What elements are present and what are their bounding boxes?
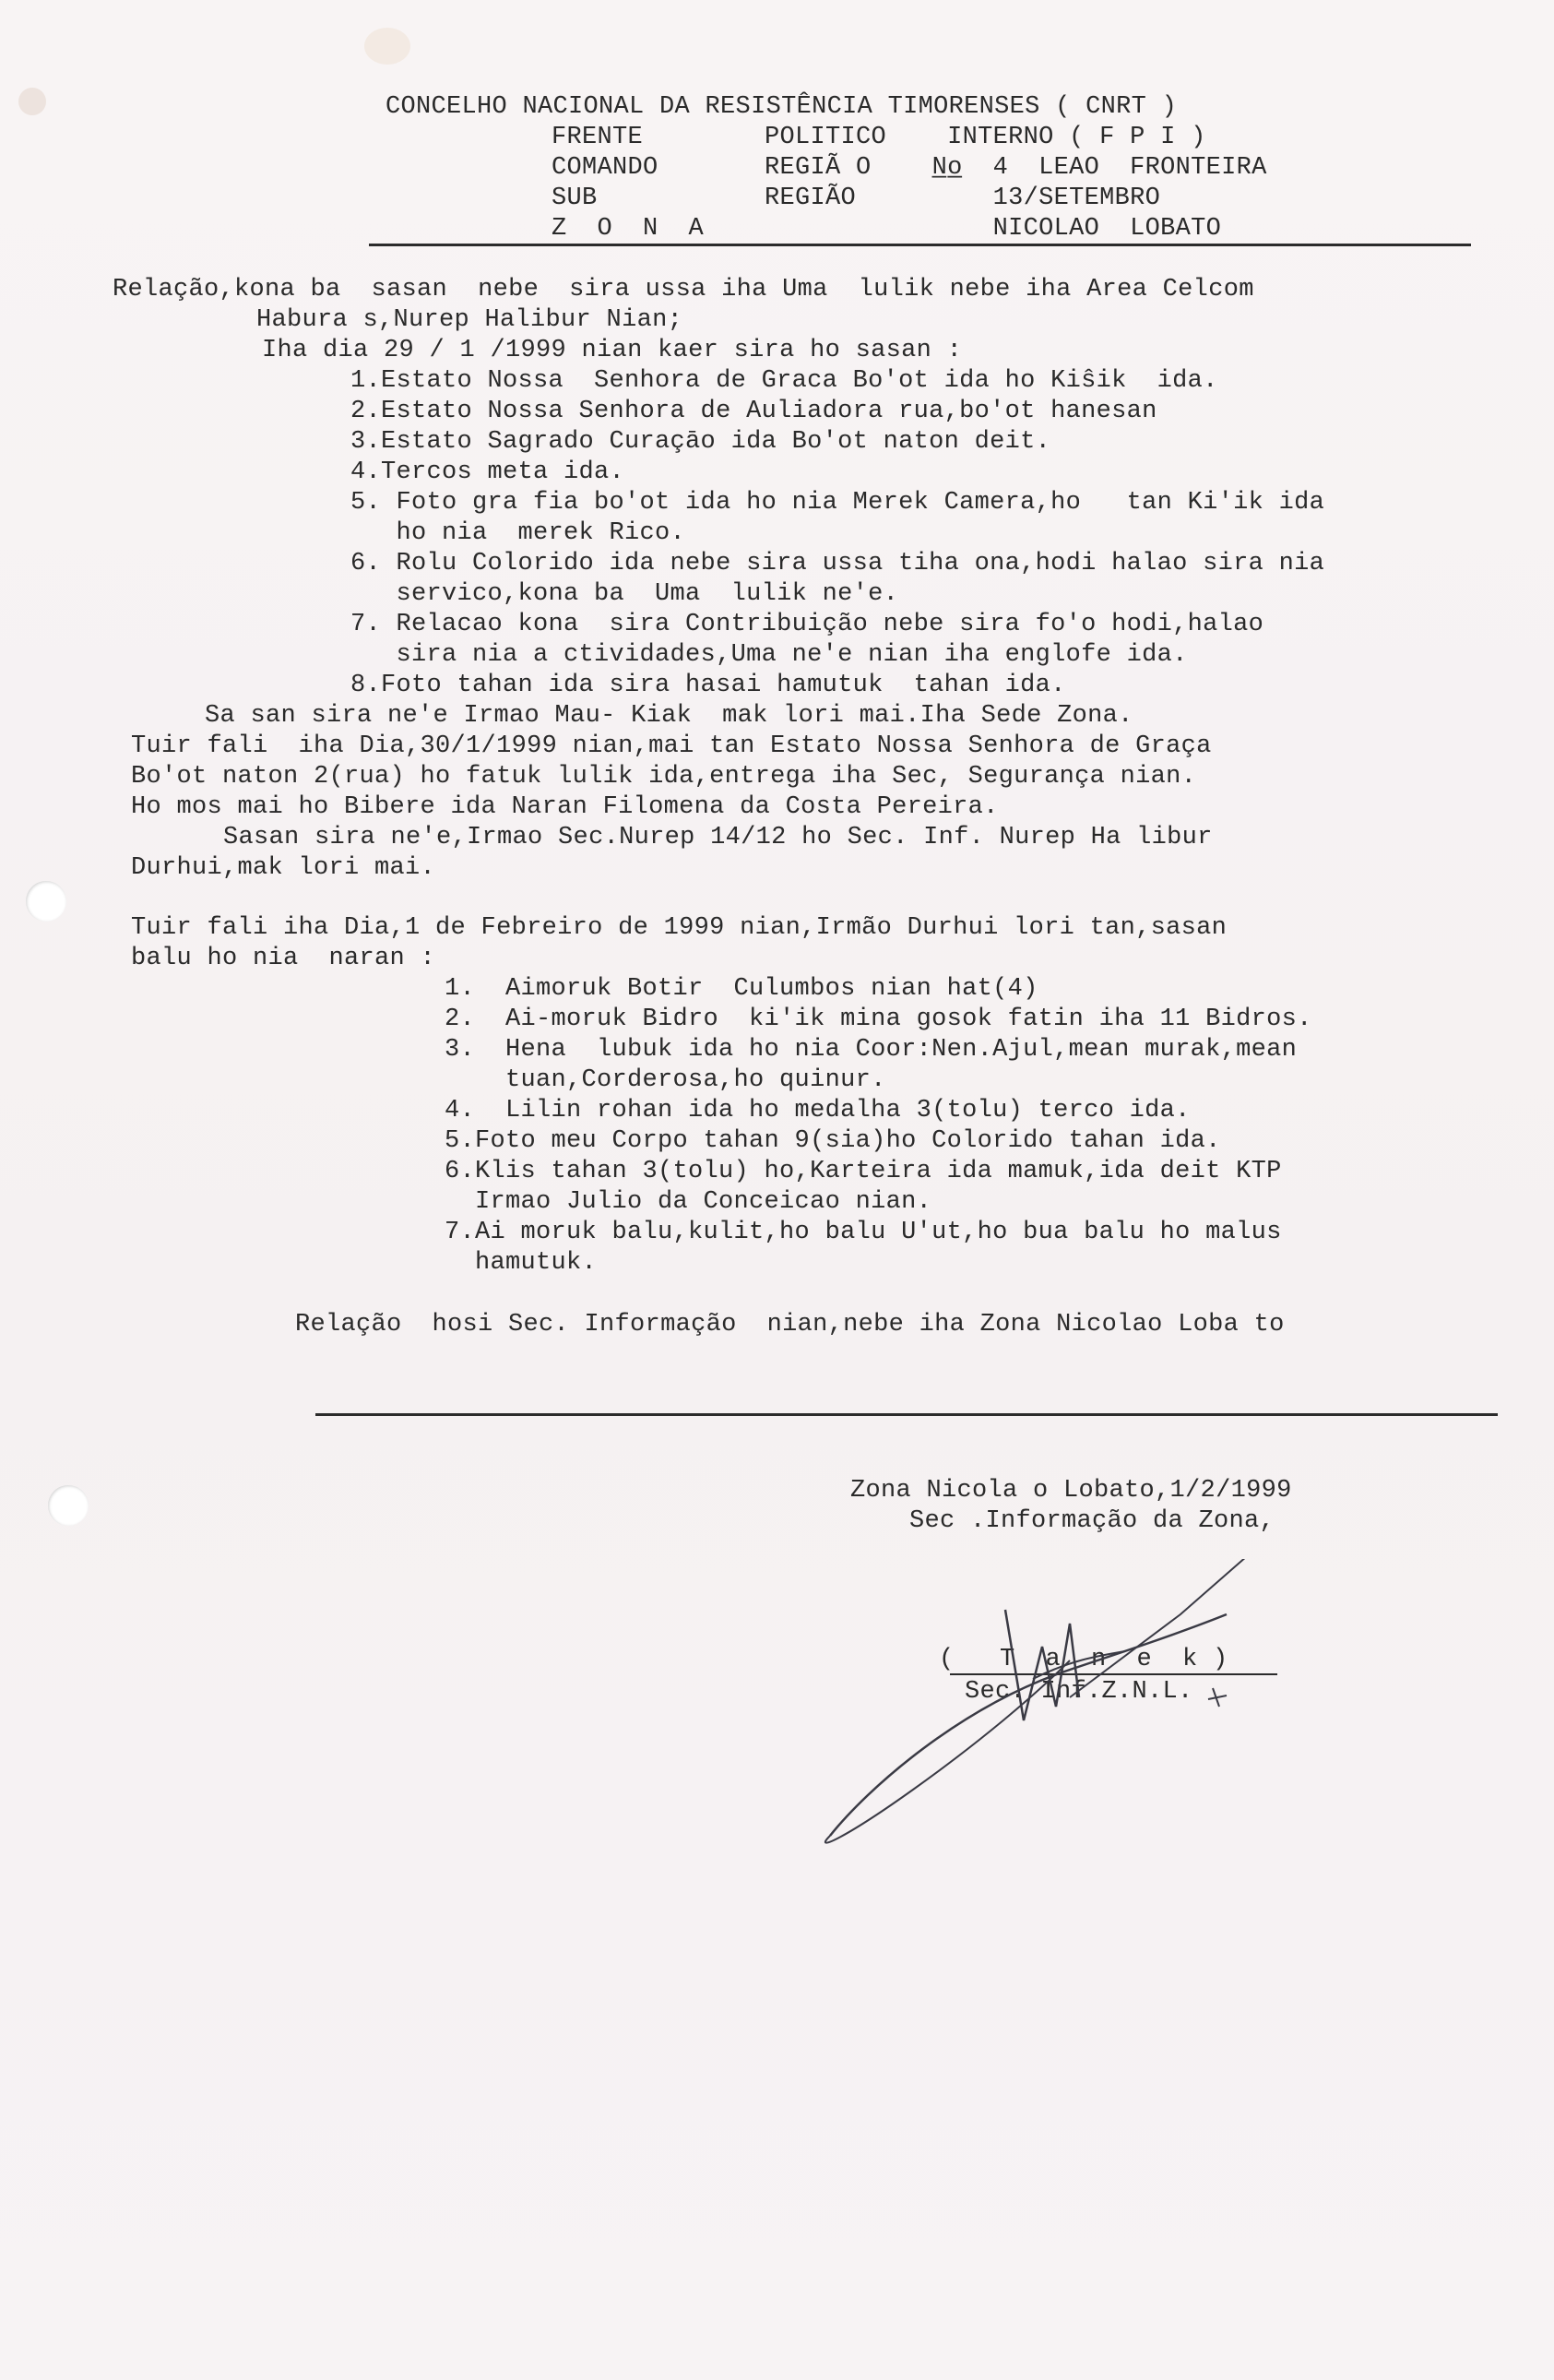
seized-item-1: 1.Estato Nossa Senhora de Graca Bo'ot ida ho Kiŝik ida. bbox=[350, 367, 1218, 395]
letterhead-line-5: Z O N A NICOLAO LOBATO bbox=[552, 215, 1222, 243]
letterhead-line-3: COMANDO REGIÃ O N̲o̲ 4 LEAO FRONTEIRA bbox=[552, 154, 1267, 182]
letterhead-rule bbox=[369, 244, 1471, 246]
seized-item-5: 5. Foto gra fia bo'ot ida ho nia Merek Camera,ho tan Ki'ik ida bbox=[350, 489, 1325, 517]
seized-item-2: 2.Estato Nossa Senhora de Auliadora rua,bo'ot hanesan bbox=[350, 398, 1157, 425]
closing-rule bbox=[315, 1413, 1498, 1416]
letterhead-line-1: CONCELHO NACIONAL DA RESISTÊNCIA TIMORENSES ( CNRT ) bbox=[386, 93, 1178, 121]
paragraph-2-line-3: Ho mos mai ho Bibere ida Naran Filomena da Costa Pereira. bbox=[131, 793, 999, 821]
letterhead-line-4: SUB REGIÃO 13/SETEMBRO bbox=[552, 184, 1161, 212]
paragraph-3-line-2: Durhui,mak lori mai. bbox=[131, 854, 436, 882]
signatory-title: Sec. Inf.Z.N.L. bbox=[965, 1678, 1193, 1706]
delivered-item-3: 3. Hena lubuk ida ho nia Coor:Nen.Ajul,mean murak,mean bbox=[445, 1036, 1298, 1064]
delivered-item-7: 7.Ai moruk balu,kulit,ho balu U'ut,ho bua balu ho malus bbox=[445, 1219, 1282, 1246]
delivered-item-1: 1. Aimoruk Botir Culumbos nian hat(4) bbox=[445, 975, 1038, 1003]
paragraph-1: Sa san sira ne'e Irmao Mau- Kiak mak lori mai.Iha Sede Zona. bbox=[205, 702, 1133, 730]
delivered-item-5: 5.Foto meu Corpo tahan 9(sia)ho Colorido tahan ida. bbox=[445, 1127, 1221, 1155]
handwritten-signature bbox=[793, 1559, 1310, 1891]
paragraph-4-line-2: balu ho nia naran : bbox=[131, 945, 436, 972]
seized-item-6: 6. Rolu Colorido ida nebe sira ussa tiha ona,hodi halao sira nia bbox=[350, 550, 1325, 577]
delivered-item-3-cont: tuan,Corderosa,ho quinur. bbox=[445, 1066, 886, 1094]
intro-line-2: Habura s,Nurep Halibur Nian; bbox=[256, 306, 683, 334]
punch-hole-upper bbox=[26, 881, 66, 922]
signature-office: Sec .Informação da Zona, bbox=[909, 1507, 1275, 1535]
signature-place-date: Zona Nicola o Lobato,1/2/1999 bbox=[850, 1477, 1292, 1505]
paragraph-3-line-1: Sasan sira ne'e,Irmao Sec.Nurep 14/12 ho Sec. Inf. Nurep Ha libur bbox=[223, 824, 1213, 851]
seized-item-8: 8.Foto tahan ida sira hasai hamutuk tahan ida. bbox=[350, 672, 1066, 699]
delivered-item-6-cont: Irmao Julio da Conceicao nian. bbox=[445, 1188, 932, 1216]
paragraph-4-line-1: Tuir fali iha Dia,1 de Febreiro de 1999 nian,Irmão Durhui lori tan,sasan bbox=[131, 914, 1228, 942]
delivered-item-4: 4. Lilin rohan ida ho medalha 3(tolu) terco ida. bbox=[445, 1097, 1191, 1125]
intro-line-3: Iha dia 29 / 1 /1999 nian kaer sira ho sasan : bbox=[262, 337, 963, 364]
seized-item-6-cont: servico,kona ba Uma lulik ne'e. bbox=[350, 580, 899, 608]
intro-line-1: Relação,kona ba sasan nebe sira ussa iha Uma lulik nebe iha Area Celcom bbox=[113, 276, 1254, 303]
punch-hole-lower bbox=[48, 1485, 89, 1526]
ink-stain bbox=[18, 88, 46, 115]
seized-item-7: 7. Relacao kona sira Contribuição nebe sira fo'o hodi,halao bbox=[350, 611, 1264, 638]
closing-statement: Relação hosi Sec. Informação nian,nebe iha Zona Nicolao Loba to bbox=[295, 1311, 1285, 1339]
signatory-name: ( T a n e k ) bbox=[939, 1646, 1228, 1673]
paragraph-2-line-2: Bo'ot naton 2(rua) ho fatuk lulik ida,entrega iha Sec, Segurança nian. bbox=[131, 763, 1197, 791]
paragraph-2-line-1: Tuir fali iha Dia,30/1/1999 nian,mai tan Estato Nossa Senhora de Graça bbox=[131, 732, 1212, 760]
paper-stain bbox=[364, 28, 410, 65]
seized-item-4: 4.Tercos meta ida. bbox=[350, 458, 625, 486]
seized-item-7-cont: sira nia a ctividades,Uma ne'e nian iha englofe ida. bbox=[350, 641, 1188, 669]
delivered-item-7-cont: hamutuk. bbox=[445, 1249, 598, 1277]
seized-item-3: 3.Estato Sagrado Curaçāo ida Bo'ot naton deit. bbox=[350, 428, 1051, 456]
delivered-item-2: 2. Ai-moruk Bidro ki'ik mina gosok fatin iha 11 Bidros. bbox=[445, 1006, 1312, 1033]
delivered-item-6: 6.Klis tahan 3(tolu) ho,Karteira ida mamuk,ida deit KTP bbox=[445, 1158, 1282, 1185]
letterhead-line-2: FRENTE POLITICO INTERNO ( F P I ) bbox=[552, 124, 1206, 151]
seized-item-5-cont: ho nia merek Rico. bbox=[350, 519, 686, 547]
